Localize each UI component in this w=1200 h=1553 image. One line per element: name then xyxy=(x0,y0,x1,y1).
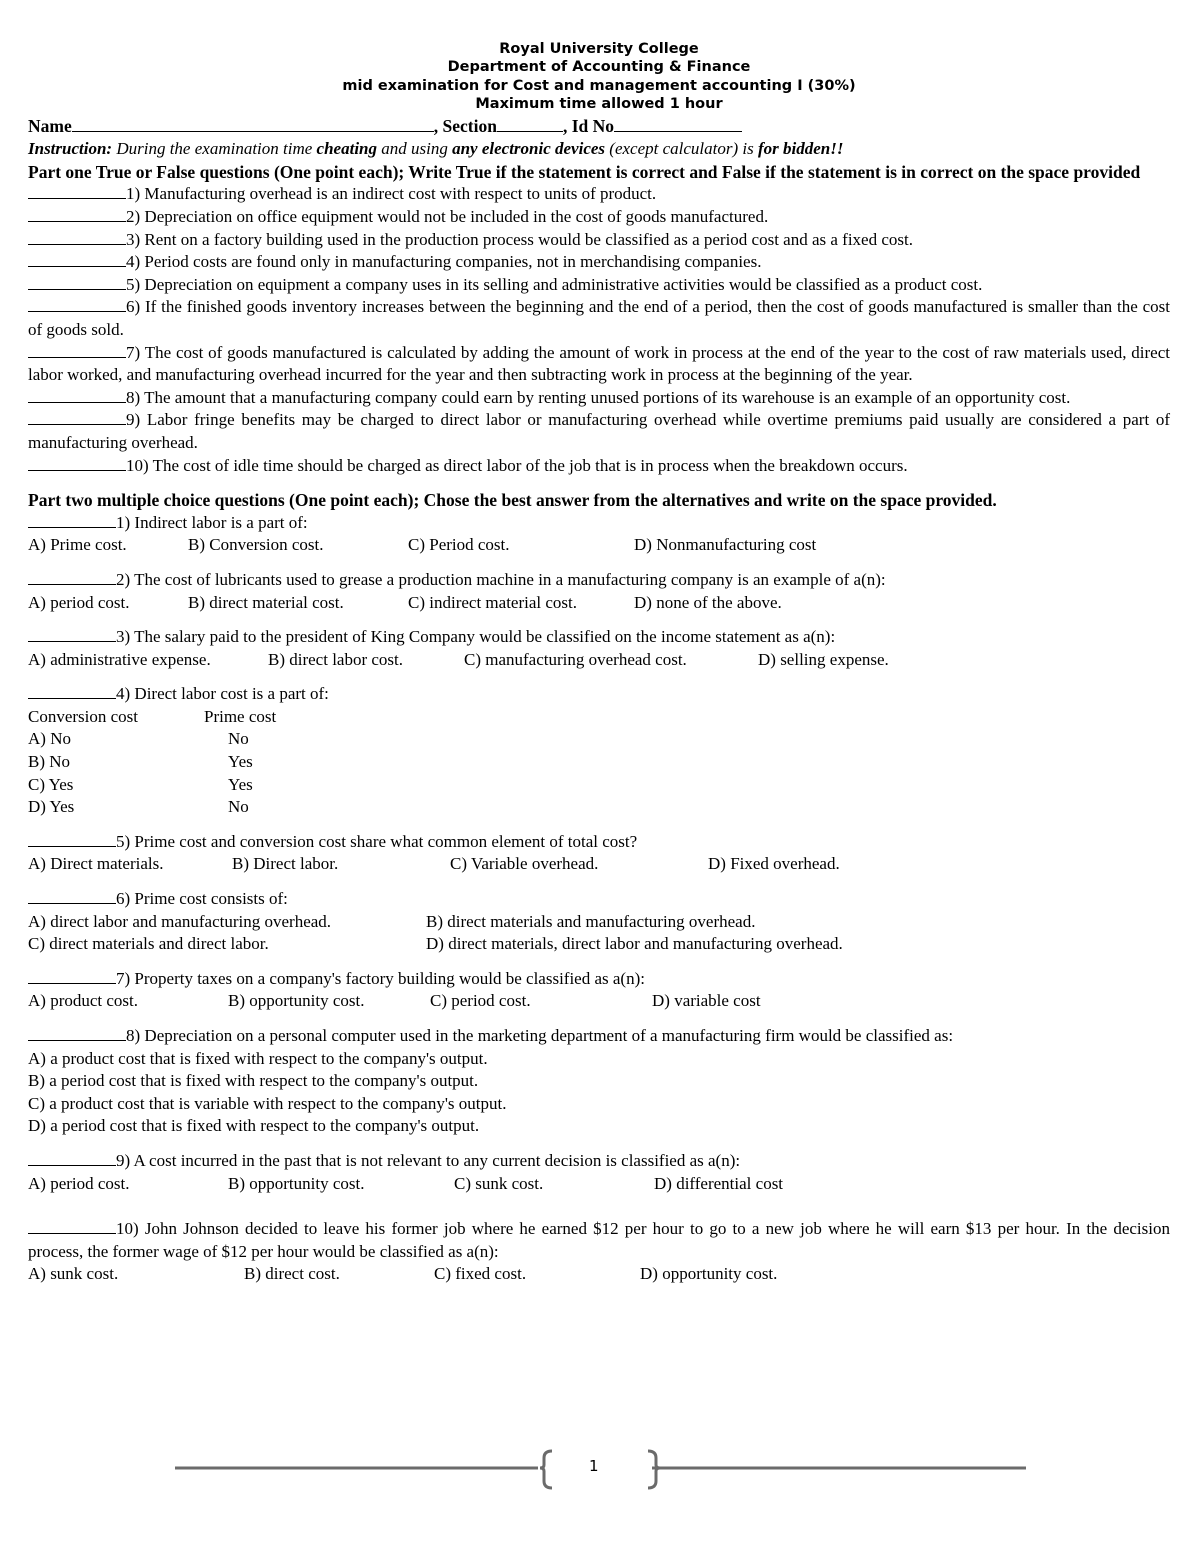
option-label: D) Yes xyxy=(28,797,75,817)
option-d: D) selling expense. xyxy=(758,649,889,669)
answer-blank[interactable] xyxy=(28,889,116,904)
mc-question-7 xyxy=(28,968,1170,1013)
option-a: A) Direct materials. xyxy=(28,854,164,874)
option-value: No xyxy=(228,797,249,817)
answer-blank[interactable] xyxy=(28,1026,126,1041)
option-c: C) Variable overhead. xyxy=(450,854,599,874)
exam-header xyxy=(28,40,1170,114)
tf-question xyxy=(28,342,1170,387)
page-number: 1 xyxy=(589,1457,599,1475)
option-row xyxy=(28,911,1170,934)
tf-question xyxy=(28,455,1170,478)
mc-question-3 xyxy=(28,626,1170,671)
option-b: B) Conversion cost. xyxy=(188,535,324,555)
option-b: B) direct materials and manufacturing overhead. xyxy=(426,911,756,931)
option-a: A) a product cost that is fixed with respect to the company's output. xyxy=(28,1048,488,1068)
table-header xyxy=(28,706,1170,729)
option-a: A) Prime cost. xyxy=(28,535,127,555)
option-value: Yes xyxy=(228,774,253,794)
name-label: Name xyxy=(28,115,72,136)
question-text: 6) If the finished goods inventory increases between the beginning and the end of a period, then the cost of goods manufactured is smaller than the cost of goods sold. xyxy=(28,297,1170,339)
department-name: Department of Accounting & Finance xyxy=(447,59,751,76)
option-d: D) direct materials, direct labor and manufacturing overhead. xyxy=(426,934,843,954)
table-row xyxy=(28,728,1170,751)
answer-blank[interactable] xyxy=(28,275,126,290)
answer-blank[interactable] xyxy=(28,230,126,245)
option-row xyxy=(28,1173,1170,1196)
option-c: C) indirect material cost. xyxy=(408,592,577,612)
tf-question xyxy=(28,409,1170,454)
option-row xyxy=(28,853,1170,876)
option-c: C) period cost. xyxy=(430,991,531,1011)
option-d: D) differential cost xyxy=(654,1173,784,1193)
question-text: 2) Depreciation on office equipment would not be included in the cost of goods manufactured. xyxy=(126,207,769,226)
option-a: A) administrative expense. xyxy=(28,649,211,669)
instruction-line xyxy=(28,138,1170,161)
question-stem: 8) Depreciation on a personal computer used in the marketing department of a manufacturing firm would be classified as: xyxy=(126,1026,954,1045)
page-footer xyxy=(0,1445,1200,1495)
column-header: Prime cost xyxy=(204,706,277,726)
option-row xyxy=(28,592,1170,615)
option-value: Yes xyxy=(228,752,253,772)
option-c: C) a product cost that is variable with respect to the company's output. xyxy=(28,1093,507,1113)
answer-blank[interactable] xyxy=(28,207,126,222)
mc-question-4 xyxy=(28,683,1170,819)
name-blank[interactable] xyxy=(72,117,434,132)
tf-question xyxy=(28,296,1170,341)
option-label: A) No xyxy=(28,729,71,749)
option-b: B) opportunity cost. xyxy=(228,1173,365,1193)
option-value: No xyxy=(228,729,249,749)
mc-question-5 xyxy=(28,831,1170,876)
mc-question-6 xyxy=(28,888,1170,956)
option-d: D) Fixed overhead. xyxy=(708,854,840,874)
column-header: Conversion cost xyxy=(28,706,139,726)
tf-question xyxy=(28,206,1170,229)
question-stem: 6) Prime cost consists of: xyxy=(116,889,288,909)
option-row xyxy=(28,990,1170,1013)
option-a: A) period cost. xyxy=(28,592,130,612)
question-text: 5) Depreciation on equipment a company uses in its selling and administrative activities would be classified as a product cost. xyxy=(126,274,983,294)
mc-question-10 xyxy=(28,1218,1170,1286)
option-d: D) Nonmanufacturing cost xyxy=(634,535,817,555)
exam-title: mid examination for Cost and management accounting I (30%) xyxy=(342,77,856,94)
instruction-text-2: and using xyxy=(377,139,453,159)
instruction-label: Instruction: xyxy=(28,139,113,159)
part-one-title: Part one True or False questions (One point each); Write True if the statement is correct and False if the statement is in correct on the space provided xyxy=(28,161,1141,182)
left-brace-icon xyxy=(540,1451,552,1488)
answer-blank[interactable] xyxy=(28,184,126,199)
option-c: C) sunk cost. xyxy=(454,1173,544,1193)
option-b: B) opportunity cost. xyxy=(228,991,365,1011)
question-text: 3) Rent on a factory building used in the production process would be classified as a period cost and as a fixed cost. xyxy=(126,229,913,249)
tf-question xyxy=(28,251,1170,274)
college-name: Royal University College xyxy=(499,41,699,57)
question-text: 8) The amount that a manufacturing company could earn by renting unused portions of its warehouse is an example of an opportunity cost. xyxy=(126,387,1071,407)
answer-blank[interactable] xyxy=(28,1151,116,1166)
question-stem: 2) The cost of lubricants used to grease a production machine in a manufacturing company is an example of a(n): xyxy=(116,569,886,589)
tf-question xyxy=(28,274,1170,297)
question-text: 10) The cost of idle time should be charged as direct labor of the job that is in process when the breakdown occurs. xyxy=(126,455,908,475)
answer-blank[interactable] xyxy=(28,1219,116,1234)
mc-question-1 xyxy=(28,512,1170,557)
instruction-devices: any electronic devices xyxy=(452,139,606,159)
option-c: C) Period cost. xyxy=(408,535,510,555)
answer-blank[interactable] xyxy=(28,343,126,358)
option-b: B) direct labor cost. xyxy=(268,649,404,669)
table-row xyxy=(28,751,1170,774)
option-row xyxy=(28,1263,1170,1286)
option-c: C) fixed cost. xyxy=(434,1264,527,1284)
section-label: , Section xyxy=(433,115,497,136)
id-label: , Id No xyxy=(562,115,614,136)
time-allowed: Maximum time allowed 1 hour xyxy=(475,96,723,113)
question-text: 4) Period costs are found only in manufacturing companies, not in merchandising companies. xyxy=(126,252,762,272)
answer-blank[interactable] xyxy=(28,570,116,585)
mc-question-9 xyxy=(28,1150,1170,1195)
option-d: D) a period cost that is fixed with respect to the company's output. xyxy=(28,1116,480,1136)
student-info-line xyxy=(28,115,1170,139)
mc-question-2 xyxy=(28,569,1170,614)
question-stem: 4) Direct labor cost is a part of: xyxy=(116,684,329,704)
option-c: C) manufacturing overhead cost. xyxy=(464,649,687,669)
table-row xyxy=(28,774,1170,797)
answer-blank[interactable] xyxy=(28,832,116,847)
question-text: 1) Manufacturing overhead is an indirect cost with respect to units of product. xyxy=(126,184,657,204)
option-b: B) direct cost. xyxy=(244,1264,340,1284)
option-row xyxy=(28,534,1170,557)
instruction-text-3: (except calculator) is xyxy=(605,139,758,159)
table-row xyxy=(28,796,1170,819)
answer-blank[interactable] xyxy=(28,297,126,312)
option-d: D) variable cost xyxy=(652,991,761,1011)
tf-question xyxy=(28,387,1170,410)
question-stem: 1) Indirect labor is a part of: xyxy=(116,512,308,532)
answer-blank[interactable] xyxy=(28,627,116,642)
answer-blank[interactable] xyxy=(28,388,126,403)
section-blank[interactable] xyxy=(497,117,563,132)
instruction-forbidden: for bidden!! xyxy=(758,139,844,159)
option-row xyxy=(28,933,1170,956)
answer-blank[interactable] xyxy=(28,684,116,699)
footer-rule xyxy=(0,1445,1200,1495)
option-b: B) direct material cost. xyxy=(188,592,344,612)
option-a: A) period cost. xyxy=(28,1173,130,1193)
mc-question-8 xyxy=(28,1025,1170,1138)
option-label: B) No xyxy=(28,752,71,772)
tf-question xyxy=(28,229,1170,252)
question-text: 9) Labor fringe benefits may be charged to direct labor or manufacturing overhead while overtime premiums paid usually are considered a part of manufacturing overhead. xyxy=(28,410,1170,452)
option-row xyxy=(28,649,1170,672)
exam-page xyxy=(28,40,1170,1286)
question-text: 7) The cost of goods manufactured is calculated by adding the amount of work in process at the end of the year to the cost of raw materials used, direct labor worked, and manufacturing overhead incurred for the year and then subtracting work in process at the beginning of the year. xyxy=(28,342,1170,385)
option-d: D) none of the above. xyxy=(634,592,782,612)
question-stem: 5) Prime cost and conversion cost share what common element of total cost? xyxy=(116,831,638,851)
id-blank[interactable] xyxy=(614,117,742,132)
option-a: A) direct labor and manufacturing overhead. xyxy=(28,911,332,931)
answer-blank[interactable] xyxy=(28,513,116,528)
option-a: A) product cost. xyxy=(28,991,139,1011)
answer-blank[interactable] xyxy=(28,252,126,267)
option-d: D) opportunity cost. xyxy=(640,1264,778,1284)
option-b: B) Direct labor. xyxy=(232,854,339,874)
answer-blank[interactable] xyxy=(28,969,116,984)
answer-blank[interactable] xyxy=(28,456,126,471)
option-a: A) sunk cost. xyxy=(28,1264,119,1284)
part-one-questions xyxy=(28,183,1170,477)
instruction-cheating: cheating xyxy=(316,139,377,159)
option-c: C) direct materials and direct labor. xyxy=(28,934,269,954)
question-stem: 7) Property taxes on a company's factory building would be classified as a(n): xyxy=(116,968,645,988)
tf-question xyxy=(28,183,1170,206)
option-label: C) Yes xyxy=(28,774,74,794)
answer-blank[interactable] xyxy=(28,410,126,425)
question-stem: 3) The salary paid to the president of King Company would be classified on the income statement as a(n): xyxy=(116,627,836,647)
option-b: B) a period cost that is fixed with respect to the company's output. xyxy=(28,1071,479,1091)
part-two-title: Part two multiple choice questions (One point each); Chose the best answer from the alternatives and write on the space provided. xyxy=(28,490,997,511)
question-stem: 9) A cost incurred in the past that is not relevant to any current decision is classified as a(n): xyxy=(116,1150,741,1170)
question-stem: 10) John Johnson decided to leave his former job where he earned $12 per hour to go to a new job where he will earn $13 per hour. In the decision process, the former wage of $12 per hour would be classified as a(n): xyxy=(28,1219,1170,1261)
instruction-text-1: During the examination time xyxy=(112,139,317,159)
